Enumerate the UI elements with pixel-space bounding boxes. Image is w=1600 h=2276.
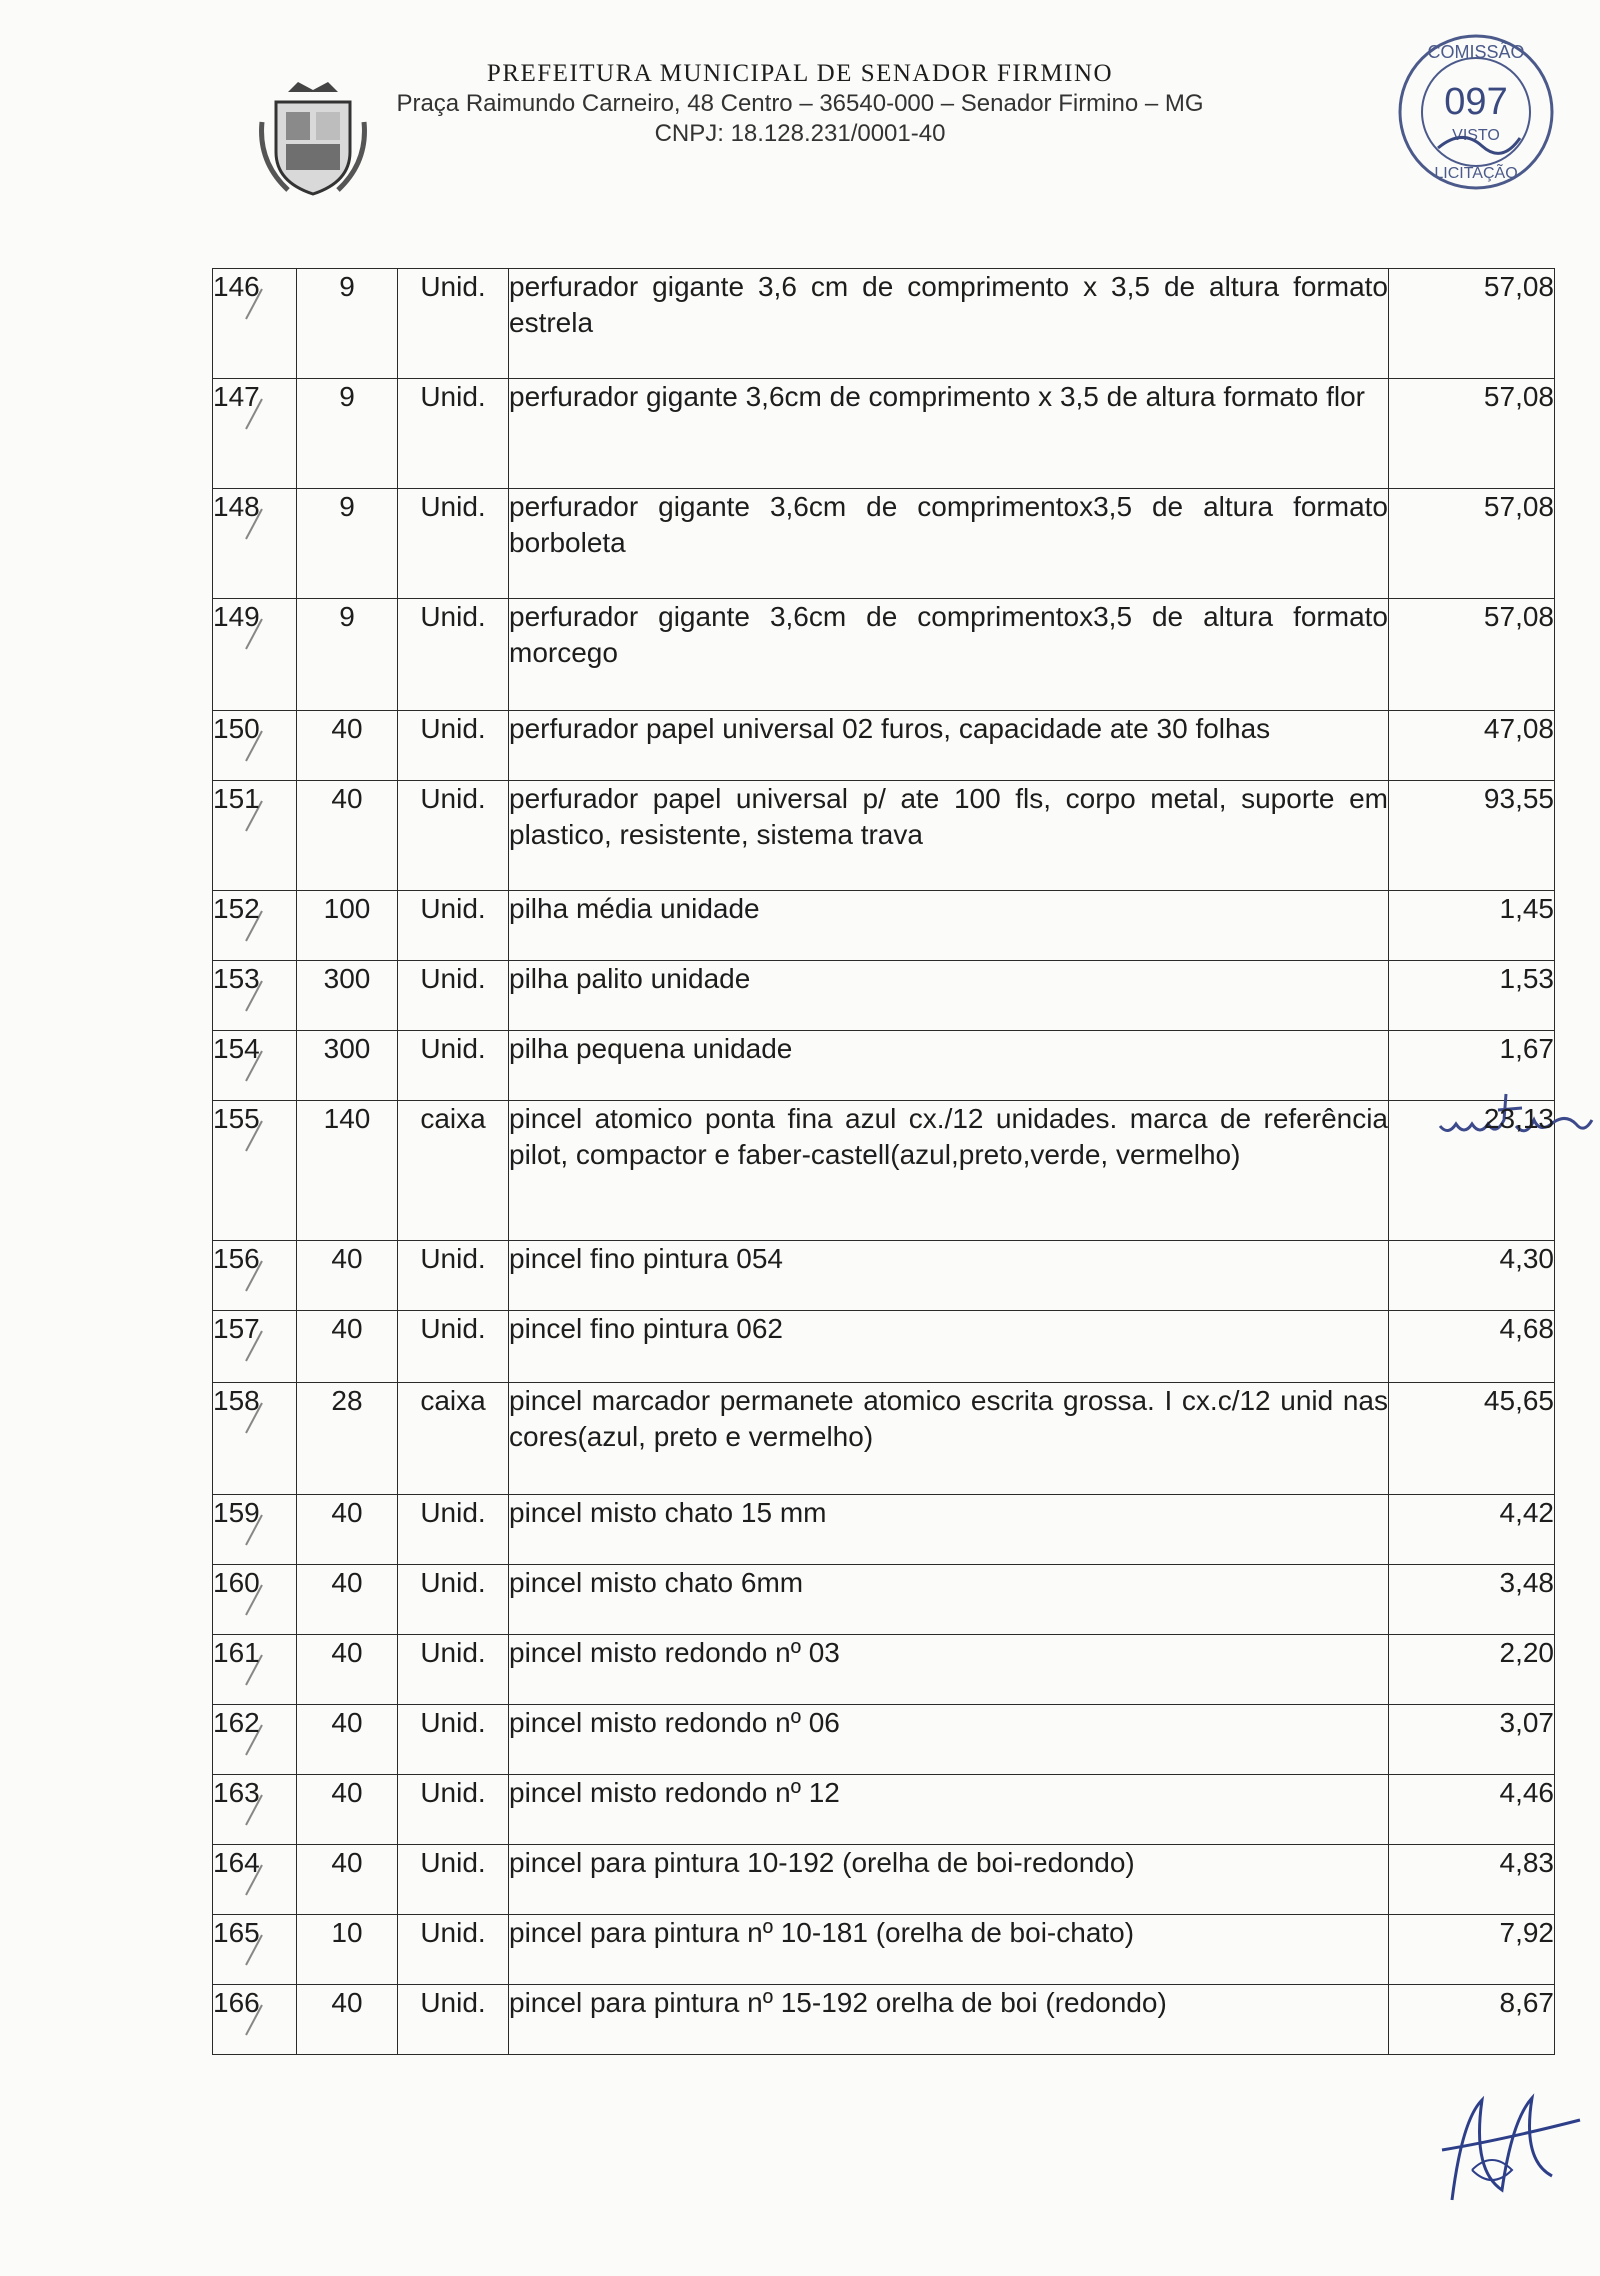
item-description-text: pincel misto redondo nº 06 xyxy=(509,1707,840,1738)
item-number xyxy=(213,1311,297,1383)
item-number-text: 146 xyxy=(213,271,260,302)
item-number xyxy=(213,1495,297,1565)
item-quantity xyxy=(297,1845,398,1915)
item-unit xyxy=(398,489,509,599)
item-unit xyxy=(398,1241,509,1311)
item-quantity-text: 28 xyxy=(331,1385,363,1416)
item-description-text: pincel misto redondo nº 03 xyxy=(509,1637,840,1668)
table-row xyxy=(213,379,1555,489)
item-description xyxy=(509,379,1389,489)
item-quantity xyxy=(297,961,398,1031)
item-unit-text: Unid. xyxy=(420,1707,486,1738)
item-quantity-text: 40 xyxy=(331,1243,363,1274)
item-description xyxy=(509,1495,1389,1565)
item-price-text: 57,08 xyxy=(1483,381,1554,412)
table-row xyxy=(213,891,1555,961)
item-price xyxy=(1389,1705,1555,1775)
item-unit xyxy=(398,379,509,489)
table-row xyxy=(213,1985,1555,2055)
item-quantity-text: 300 xyxy=(323,963,371,994)
item-description xyxy=(509,891,1389,961)
stamp-bottom-text: LICITAÇÃO xyxy=(1434,165,1518,182)
item-description xyxy=(509,599,1389,711)
item-quantity-text: 10 xyxy=(331,1917,363,1948)
table-row xyxy=(213,1845,1555,1915)
item-description xyxy=(509,961,1389,1031)
item-unit-text: Unid. xyxy=(420,601,486,632)
item-description xyxy=(509,1845,1389,1915)
item-description xyxy=(509,1565,1389,1635)
table-row xyxy=(213,961,1555,1031)
item-quantity xyxy=(297,269,398,379)
item-number xyxy=(213,599,297,711)
item-number xyxy=(213,891,297,961)
item-price xyxy=(1389,1985,1555,2055)
item-description-text: perfurador papel universal 02 furos, capacidade ate 30 folhas xyxy=(509,713,1271,744)
item-description-text: pincel fino pintura 062 xyxy=(509,1313,783,1344)
item-unit xyxy=(398,1635,509,1705)
item-quantity-text: 40 xyxy=(331,1313,363,1344)
item-quantity-text: 300 xyxy=(323,1033,371,1064)
item-number xyxy=(213,1845,297,1915)
item-description-text: perfurador gigante 3,6cm de comprimentox3,5 de altura formato morcego xyxy=(509,601,1388,668)
item-quantity-text: 100 xyxy=(323,893,371,924)
item-unit-text: caixa xyxy=(420,1385,486,1416)
item-quantity xyxy=(297,711,398,781)
table-row xyxy=(213,1311,1555,1383)
item-quantity xyxy=(297,599,398,711)
item-price-text: 4,83 xyxy=(1499,1847,1554,1878)
item-price-text: 8,67 xyxy=(1499,1987,1554,2018)
item-number-text: 166 xyxy=(213,1987,260,2018)
item-unit xyxy=(398,1383,509,1495)
item-description xyxy=(509,781,1389,891)
item-quantity-text: 9 xyxy=(339,271,355,302)
item-unit-text: Unid. xyxy=(420,1243,486,1274)
item-price-text: 1,67 xyxy=(1499,1033,1554,1064)
table-row xyxy=(213,1775,1555,1845)
items-table xyxy=(212,268,1555,2055)
item-description xyxy=(509,1311,1389,1383)
item-unit xyxy=(398,781,509,891)
item-price xyxy=(1389,891,1555,961)
item-quantity xyxy=(297,1495,398,1565)
item-price xyxy=(1389,1635,1555,1705)
item-unit-text: Unid. xyxy=(420,1917,486,1948)
item-quantity xyxy=(297,1775,398,1845)
item-number-text: 162 xyxy=(213,1707,260,1738)
item-unit-text: Unid. xyxy=(420,271,486,302)
stamp-top-text: COMISSÃO xyxy=(1427,42,1525,62)
item-number xyxy=(213,489,297,599)
item-quantity-text: 9 xyxy=(339,381,355,412)
table-row xyxy=(213,1383,1555,1495)
item-quantity xyxy=(297,781,398,891)
item-price xyxy=(1389,961,1555,1031)
item-unit-text: Unid. xyxy=(420,783,486,814)
item-price xyxy=(1389,1845,1555,1915)
item-number-text: 151 xyxy=(213,783,260,814)
item-number-text: 149 xyxy=(213,601,260,632)
item-unit xyxy=(398,1915,509,1985)
item-quantity xyxy=(297,1705,398,1775)
item-unit-text: Unid. xyxy=(420,893,486,924)
item-price-text: 1,45 xyxy=(1499,893,1554,924)
item-number-text: 150 xyxy=(213,713,260,744)
item-price-text: 57,08 xyxy=(1483,491,1554,522)
table-row xyxy=(213,1635,1555,1705)
item-price xyxy=(1389,781,1555,891)
item-number xyxy=(213,1985,297,2055)
item-description-text: perfurador papel universal p/ ate 100 fls, corpo metal, suporte em plastico, resistente, sistema trava xyxy=(509,783,1388,850)
item-price-text: 4,68 xyxy=(1499,1313,1554,1344)
item-price xyxy=(1389,489,1555,599)
item-number xyxy=(213,781,297,891)
item-price-text: 93,55 xyxy=(1483,783,1554,814)
item-number xyxy=(213,1775,297,1845)
item-number xyxy=(213,961,297,1031)
item-number-text: 155 xyxy=(213,1103,260,1134)
item-description xyxy=(509,1383,1389,1495)
table-row xyxy=(213,711,1555,781)
item-description xyxy=(509,711,1389,781)
stamp-number: 097 xyxy=(1444,81,1508,123)
item-description-text: pincel marcador permanete atomico escrita grossa. I cx.c/12 unid nas cores(azul, preto e vermelho) xyxy=(509,1385,1388,1452)
item-price xyxy=(1389,1565,1555,1635)
item-unit-text: Unid. xyxy=(420,1987,486,2018)
item-unit-text: Unid. xyxy=(420,963,486,994)
item-price xyxy=(1389,599,1555,711)
table-row xyxy=(213,1031,1555,1101)
item-unit xyxy=(398,1845,509,1915)
item-price xyxy=(1389,1383,1555,1495)
item-quantity xyxy=(297,1311,398,1383)
item-number xyxy=(213,1705,297,1775)
item-price-text: 7,92 xyxy=(1499,1917,1554,1948)
item-price-text: 45,65 xyxy=(1483,1385,1554,1416)
item-price-text: 3,07 xyxy=(1499,1707,1554,1738)
item-price-text: 4,42 xyxy=(1499,1497,1554,1528)
item-description xyxy=(509,1775,1389,1845)
item-quantity-text: 9 xyxy=(339,601,355,632)
item-unit-text: Unid. xyxy=(420,1497,486,1528)
item-number-text: 147 xyxy=(213,381,260,412)
letterhead xyxy=(0,60,1600,148)
item-number-text: 148 xyxy=(213,491,260,522)
item-price-text: 3,48 xyxy=(1499,1567,1554,1598)
item-quantity xyxy=(297,1565,398,1635)
item-description-text: perfurador gigante 3,6cm de comprimentox3,5 de altura formato borboleta xyxy=(509,491,1388,558)
item-price-text: 1,53 xyxy=(1499,963,1554,994)
item-unit xyxy=(398,711,509,781)
item-unit xyxy=(398,269,509,379)
item-price-text: 47,08 xyxy=(1483,713,1554,744)
item-unit xyxy=(398,1705,509,1775)
item-price-text: 57,08 xyxy=(1483,601,1554,632)
item-unit-text: Unid. xyxy=(420,381,486,412)
item-price-text: 4,30 xyxy=(1499,1243,1554,1274)
item-number-text: 158 xyxy=(213,1385,260,1416)
letterhead-title: PREFEITURA MUNICIPAL DE SENADOR FIRMINO xyxy=(486,60,1114,87)
item-description xyxy=(509,1705,1389,1775)
item-quantity-text: 40 xyxy=(331,1567,363,1598)
item-price-text: 57,08 xyxy=(1483,271,1554,302)
item-number xyxy=(213,1915,297,1985)
item-quantity-text: 40 xyxy=(331,1777,363,1808)
item-number xyxy=(213,1565,297,1635)
item-quantity xyxy=(297,1101,398,1241)
item-unit-text: caixa xyxy=(420,1103,486,1134)
item-quantity xyxy=(297,1241,398,1311)
item-price xyxy=(1389,1311,1555,1383)
item-quantity xyxy=(297,1635,398,1705)
item-description-text: pilha pequena unidade xyxy=(509,1033,793,1064)
item-quantity-text: 40 xyxy=(331,1637,363,1668)
item-description-text: perfurador gigante 3,6cm de comprimento x 3,5 de altura formato flor xyxy=(509,381,1365,412)
item-quantity-text: 40 xyxy=(331,783,363,814)
item-number-text: 153 xyxy=(213,963,260,994)
item-unit xyxy=(398,961,509,1031)
item-description-text: pincel misto redondo nº 12 xyxy=(509,1777,840,1808)
item-description-text: pilha palito unidade xyxy=(509,963,751,994)
item-number-text: 160 xyxy=(213,1567,260,1598)
item-unit xyxy=(398,1565,509,1635)
item-unit-text: Unid. xyxy=(420,1567,486,1598)
item-number xyxy=(213,1241,297,1311)
item-number-text: 165 xyxy=(213,1917,260,1948)
item-quantity-text: 140 xyxy=(323,1103,371,1134)
item-unit-text: Unid. xyxy=(420,1847,486,1878)
item-description-text: pincel misto chato 6mm xyxy=(509,1567,804,1598)
item-description xyxy=(509,1915,1389,1985)
item-quantity-text: 40 xyxy=(331,713,363,744)
table-row xyxy=(213,1495,1555,1565)
item-description xyxy=(509,489,1389,599)
item-price xyxy=(1389,1495,1555,1565)
table-row xyxy=(213,269,1555,379)
item-description-text: pincel fino pintura 054 xyxy=(509,1243,783,1274)
item-quantity-text: 9 xyxy=(339,491,355,522)
item-number xyxy=(213,1383,297,1495)
item-quantity-text: 40 xyxy=(331,1707,363,1738)
item-quantity xyxy=(297,1031,398,1101)
item-unit-text: Unid. xyxy=(420,1033,486,1064)
signature-icon xyxy=(1432,2080,1582,2210)
item-number-text: 161 xyxy=(213,1637,260,1668)
item-unit xyxy=(398,1985,509,2055)
item-description-text: pincel para pintura 10-192 (orelha de boi-redondo) xyxy=(509,1847,1135,1878)
table-row xyxy=(213,781,1555,891)
item-number xyxy=(213,269,297,379)
item-number-text: 154 xyxy=(213,1033,260,1064)
item-quantity-text: 40 xyxy=(331,1497,363,1528)
item-description-text: pilha média unidade xyxy=(509,893,760,924)
items-table-wrapper xyxy=(212,268,1552,2055)
item-number-text: 156 xyxy=(213,1243,260,1274)
item-number-text: 157 xyxy=(213,1313,260,1344)
item-unit-text: Unid. xyxy=(420,1777,486,1808)
item-unit xyxy=(398,1495,509,1565)
table-row xyxy=(213,1915,1555,1985)
item-price xyxy=(1389,1241,1555,1311)
item-number-text: 164 xyxy=(213,1847,260,1878)
item-description xyxy=(509,1101,1389,1241)
item-price-text: 4,46 xyxy=(1499,1777,1554,1808)
item-quantity xyxy=(297,379,398,489)
item-description xyxy=(509,1985,1389,2055)
item-unit xyxy=(398,1775,509,1845)
item-unit-text: Unid. xyxy=(420,491,486,522)
item-unit xyxy=(398,1101,509,1241)
item-unit-text: Unid. xyxy=(420,1313,486,1344)
item-number xyxy=(213,1031,297,1101)
item-number xyxy=(213,1635,297,1705)
item-quantity xyxy=(297,891,398,961)
item-price xyxy=(1389,379,1555,489)
table-row xyxy=(213,1241,1555,1311)
item-price xyxy=(1389,269,1555,379)
table-row xyxy=(213,1705,1555,1775)
item-unit xyxy=(398,599,509,711)
item-unit-text: Unid. xyxy=(420,713,486,744)
item-quantity xyxy=(297,1383,398,1495)
item-description xyxy=(509,1241,1389,1311)
item-unit-text: Unid. xyxy=(420,1637,486,1668)
item-description-text: perfurador gigante 3,6 cm de comprimento x 3,5 de altura formato estrela xyxy=(509,271,1388,338)
item-number xyxy=(213,379,297,489)
commission-stamp-icon xyxy=(1392,28,1560,196)
item-quantity xyxy=(297,1985,398,2055)
item-quantity-text: 40 xyxy=(331,1987,363,2018)
stamp-visto: VISTO xyxy=(1452,127,1500,144)
item-number xyxy=(213,1101,297,1241)
item-description-text: pincel misto chato 15 mm xyxy=(509,1497,827,1528)
table-row xyxy=(213,1101,1555,1241)
item-quantity xyxy=(297,1915,398,1985)
table-row xyxy=(213,599,1555,711)
item-number xyxy=(213,711,297,781)
table-row xyxy=(213,489,1555,599)
letterhead-cnpj: CNPJ: 18.128.231/0001-40 xyxy=(654,120,946,147)
item-description-text: pincel para pintura nº 10-181 (orelha de boi-chato) xyxy=(509,1917,1135,1948)
item-number-text: 152 xyxy=(213,893,260,924)
item-description xyxy=(509,1031,1389,1101)
letterhead-address: Praça Raimundo Carneiro, 48 Centro – 36540-000 – Senador Firmino – MG xyxy=(396,90,1204,117)
item-unit xyxy=(398,1311,509,1383)
item-number-text: 159 xyxy=(213,1497,260,1528)
item-description-text: pincel atomico ponta fina azul cx./12 unidades. marca de referência pilot, compactor e faber-castell(azul,preto,verde, vermelho) xyxy=(509,1103,1388,1170)
item-quantity xyxy=(297,489,398,599)
item-description-text: pincel para pintura nº 15-192 orelha de boi (redondo) xyxy=(509,1987,1167,2018)
item-price xyxy=(1389,1915,1555,1985)
item-price-text: 23,13 xyxy=(1483,1103,1554,1134)
item-unit xyxy=(398,891,509,961)
item-quantity-text: 40 xyxy=(331,1847,363,1878)
item-price xyxy=(1389,711,1555,781)
item-description xyxy=(509,269,1389,379)
item-price-text: 2,20 xyxy=(1499,1637,1554,1668)
table-row xyxy=(213,1565,1555,1635)
item-number-text: 163 xyxy=(213,1777,260,1808)
item-unit xyxy=(398,1031,509,1101)
item-price xyxy=(1389,1775,1555,1845)
item-description xyxy=(509,1635,1389,1705)
